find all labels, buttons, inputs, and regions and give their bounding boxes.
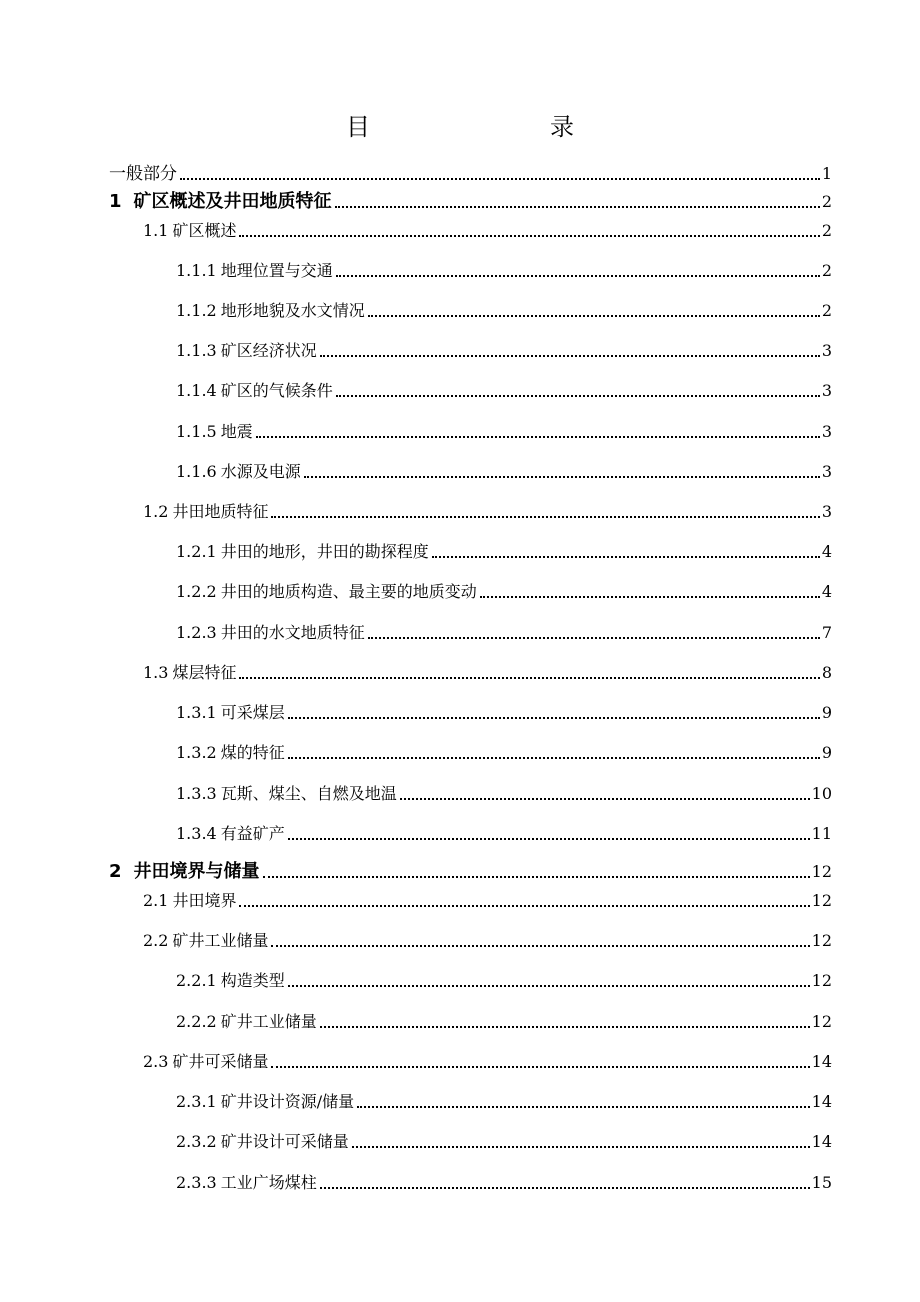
toc-entry-number: 1.3 — [143, 663, 169, 682]
toc-entry-number: 1.2.2 — [176, 582, 217, 601]
toc-entry-title: 煤的特征 — [220, 743, 285, 762]
dot-leader — [304, 476, 820, 478]
dot-leader — [288, 717, 820, 719]
toc-entry[interactable] — [176, 1170, 832, 1194]
toc-entry-title: 井田的地质构造、最主要的地质变动 — [220, 582, 477, 601]
toc-entry-page-number: 3 — [821, 462, 832, 481]
toc-entry-title: 煤层特征 — [172, 663, 237, 682]
toc-entry[interactable] — [176, 579, 832, 603]
toc-entry-page-number: 1 — [821, 164, 832, 183]
toc-entry-page-number: 3 — [821, 381, 832, 400]
toc-entry-number: 1.2.1 — [176, 542, 217, 561]
dot-leader — [368, 637, 820, 639]
toc-entry-page-number: 3 — [821, 422, 832, 441]
toc-entry-number: 2.3.1 — [176, 1092, 217, 1111]
dot-leader — [271, 516, 819, 518]
toc-entry-page-number: 9 — [821, 703, 832, 722]
toc-entry-number: 2 — [109, 861, 122, 882]
dot-leader — [368, 315, 820, 317]
toc-entry[interactable] — [176, 338, 832, 362]
toc-entry-number: 2.2 — [143, 931, 169, 950]
dot-leader — [320, 355, 820, 357]
dot-leader — [336, 275, 820, 277]
dot-leader — [256, 436, 820, 438]
toc-entry-number: 1.1.1 — [176, 261, 217, 280]
toc-entry-page-number: 9 — [821, 743, 832, 762]
dot-leader — [239, 905, 809, 907]
toc-entry-number: 2.3 — [143, 1052, 169, 1071]
toc-entry-title: 矿井工业储量 — [220, 1012, 317, 1031]
toc-entry[interactable] — [176, 258, 832, 282]
toc-entry-title: 地理位置与交通 — [220, 261, 333, 280]
toc-entry[interactable] — [176, 620, 832, 644]
dot-leader — [336, 395, 820, 397]
toc-entry[interactable] — [143, 928, 832, 952]
toc-entry-page-number: 2 — [821, 221, 832, 240]
toc-entry-title: 有益矿产 — [220, 824, 285, 843]
dot-leader — [288, 838, 810, 840]
dot-leader — [320, 1026, 810, 1028]
toc-entry[interactable] — [176, 821, 832, 845]
toc-entry[interactable] — [176, 740, 832, 764]
dot-leader — [180, 178, 820, 180]
toc-entry[interactable] — [176, 539, 832, 563]
toc-entry-title: 矿区的气候条件 — [220, 381, 333, 400]
toc-entry[interactable] — [176, 968, 832, 992]
toc-entry-page-number: 14 — [811, 1052, 832, 1071]
toc-entry-page-number: 4 — [821, 542, 832, 561]
toc-entry-title: 井田地质特征 — [172, 502, 269, 521]
toc-entry-title: 地震 — [220, 422, 253, 441]
toc-entry-title: 瓦斯、煤尘、自燃及地温 — [220, 784, 397, 803]
dot-leader — [263, 876, 810, 878]
toc-entry-title: 一般部分 — [109, 164, 177, 184]
toc-entry-title: 矿井工业储量 — [172, 931, 269, 950]
toc-entry-number: 2.1 — [143, 891, 169, 910]
toc-entry-page-number: 8 — [821, 663, 832, 682]
toc-entry-number: 1.1.6 — [176, 462, 217, 481]
dot-leader — [239, 677, 819, 679]
toc-entry-title: 构造类型 — [220, 971, 285, 990]
toc-entry-number: 2.2.2 — [176, 1012, 217, 1031]
toc-entry-number: 2.3.3 — [176, 1173, 217, 1192]
toc-entry-number: 1.3.1 — [176, 703, 217, 722]
toc-entry-title: 井田的水文地质特征 — [220, 623, 365, 642]
dot-leader — [288, 985, 810, 987]
toc-entry-number: 1.1.2 — [176, 301, 217, 320]
toc-entry-title: 矿区经济状况 — [220, 341, 317, 360]
toc-entry-title: 工业广场煤柱 — [220, 1173, 317, 1192]
toc-entry[interactable] — [143, 888, 832, 912]
toc-entry-page-number: 12 — [811, 931, 832, 950]
toc-entry-page-number: 2 — [821, 301, 832, 320]
toc-entry-number: 1 — [109, 191, 122, 212]
toc-entry[interactable] — [143, 499, 832, 523]
toc-entry-page-number: 4 — [821, 582, 832, 601]
toc-entry-page-number: 2 — [821, 261, 832, 280]
dot-leader — [432, 556, 820, 558]
toc-entry-title: 井田境界 — [172, 891, 237, 910]
toc-entry-page-number: 14 — [811, 1132, 832, 1151]
dot-leader — [400, 798, 810, 800]
toc-entry[interactable] — [176, 1089, 832, 1113]
toc-entry-title: 矿井设计可采储量 — [220, 1132, 349, 1151]
toc-entry-number: 1.1.5 — [176, 422, 217, 441]
toc-entry-number: 1.1.3 — [176, 341, 217, 360]
toc-entry-page-number: 11 — [811, 824, 832, 843]
toc-entry-title: 井田的地形，井田的勘探程度 — [220, 542, 429, 561]
toc-entry-number: 2.2.1 — [176, 971, 217, 990]
toc-entry[interactable] — [176, 1129, 832, 1153]
toc-entry-page-number: 12 — [811, 971, 832, 990]
toc-entry-number: 1.2.3 — [176, 623, 217, 642]
toc-entry-page-number: 3 — [821, 341, 832, 360]
toc-entry-title: 地形地貌及水文情况 — [220, 301, 365, 320]
toc-entry-title: 可采煤层 — [220, 703, 285, 722]
toc-entry-number: 1.1 — [143, 221, 169, 240]
toc-entry-number: 1.3.2 — [176, 743, 217, 762]
toc-entry[interactable] — [143, 660, 832, 684]
toc-entry-number: 1.3.3 — [176, 784, 217, 803]
toc-entry[interactable] — [109, 161, 832, 185]
toc-entry[interactable] — [176, 298, 832, 322]
toc-entry[interactable] — [176, 700, 832, 724]
toc-entry-number: 1.3.4 — [176, 824, 217, 843]
toc-entry-title: 矿区概述 — [172, 221, 237, 240]
toc-entry-page-number: 7 — [821, 623, 832, 642]
toc-entry[interactable] — [176, 378, 832, 402]
dot-leader — [357, 1106, 810, 1108]
toc-entry-page-number: 12 — [811, 862, 832, 881]
toc-entry[interactable] — [109, 859, 832, 883]
toc-title: 目 录 — [346, 113, 618, 141]
toc-entry-page-number: 3 — [821, 502, 832, 521]
toc-entry[interactable] — [176, 1009, 832, 1033]
toc-entry-page-number: 2 — [821, 192, 832, 211]
toc-entry-number: 1.2 — [143, 502, 169, 521]
toc-entry-page-number: 12 — [811, 1012, 832, 1031]
dot-leader — [239, 235, 819, 237]
dot-leader — [480, 596, 820, 598]
toc-entry-title: 矿区概述及井田地质特征 — [133, 191, 332, 212]
dot-leader — [320, 1187, 810, 1189]
toc-entry-number: 2.3.2 — [176, 1132, 217, 1151]
toc-entry-page-number: 15 — [811, 1173, 832, 1192]
toc-entry-page-number: 14 — [811, 1092, 832, 1111]
toc-entry[interactable] — [176, 781, 832, 805]
dot-leader — [335, 206, 820, 208]
toc-entry[interactable] — [176, 419, 832, 443]
toc-entry-title: 水源及电源 — [220, 462, 301, 481]
dot-leader — [352, 1146, 810, 1148]
toc-entry-title: 矿井可采储量 — [172, 1052, 269, 1071]
toc-entry-title: 井田境界与储量 — [133, 861, 260, 882]
toc-entry[interactable] — [143, 218, 832, 242]
toc-entry-page-number: 12 — [811, 891, 832, 910]
toc-entry[interactable] — [143, 1049, 832, 1073]
toc-entry-title: 矿井设计资源/储量 — [220, 1092, 355, 1111]
toc-entry[interactable] — [109, 189, 832, 213]
dot-leader — [271, 945, 809, 947]
toc-entry-page-number: 10 — [811, 784, 832, 803]
toc-entry-number: 1.1.4 — [176, 381, 217, 400]
toc-entry[interactable] — [176, 459, 832, 483]
dot-leader — [288, 757, 820, 759]
dot-leader — [271, 1066, 809, 1068]
